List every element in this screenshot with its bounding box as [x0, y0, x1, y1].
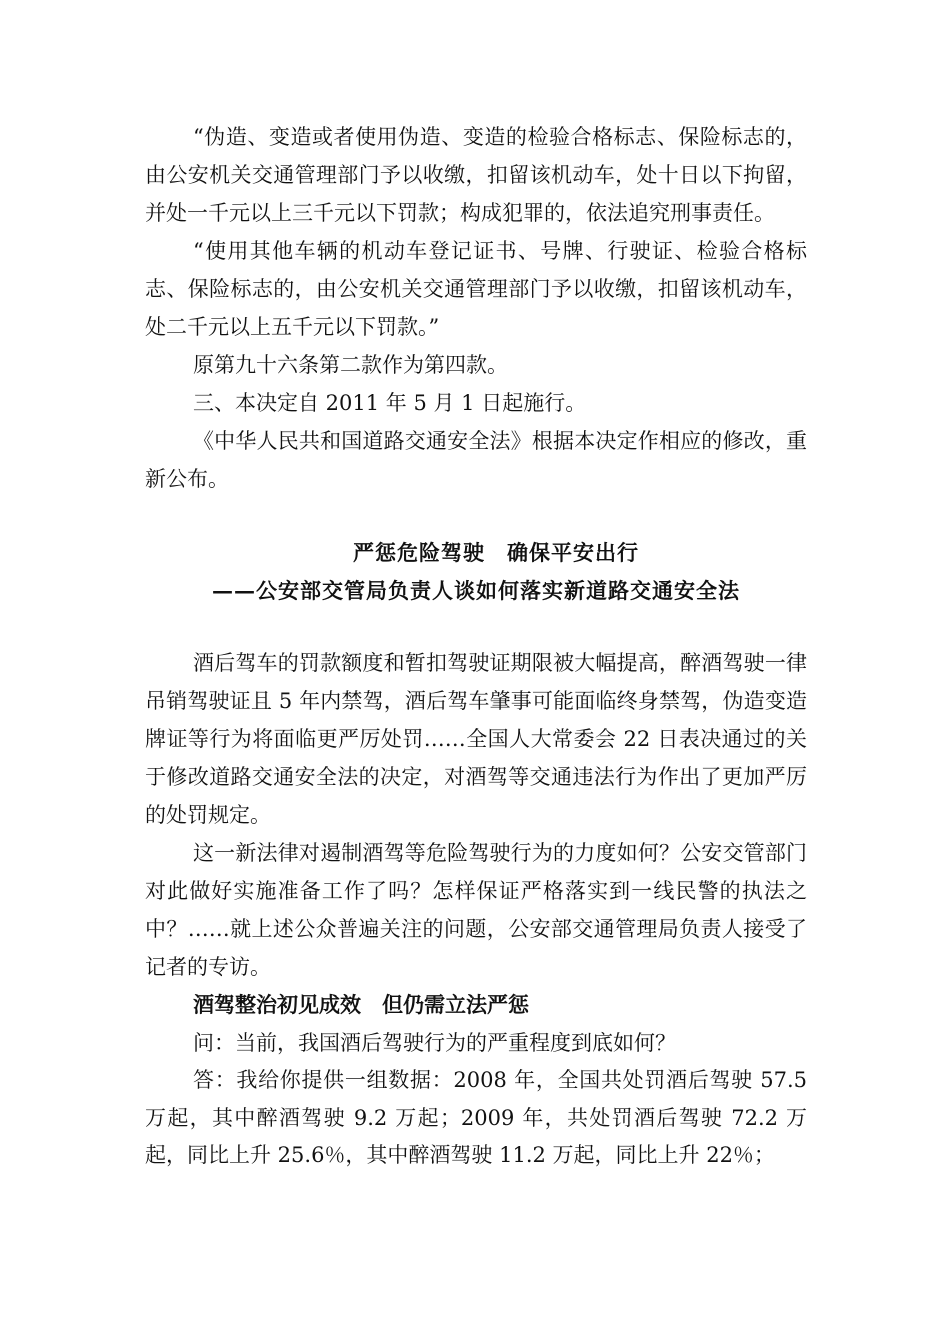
article-title: 严惩危险驾驶 确保平安出行	[353, 540, 639, 565]
interview-question: 问：当前，我国酒后驾驶行为的严重程度到底如何？	[193, 1031, 676, 1055]
section-gap	[145, 610, 807, 644]
paragraph-article-intro: 这一新法律对遏制酒驾等危险驾驶行为的力度如何？公安交管部门对此做好实施准备工作了吗？怎样保证严格落实到一线民警的执法之中？……就上述公众普遍关注的问题，公安部交通管理局负责人接受了记者的专访。	[145, 841, 807, 979]
paragraph-other-vehicle-clause: “使用其他车辆的机动车登记证书、号牌、行驶证、检验合格标志、保险标志的，由公安机关交通管理部门予以收缴，扣留该机动车，处二千元以上五千元以下罚款。”	[145, 239, 807, 339]
article-subtitle: ——公安部交管局负责人谈如何落实新道路交通安全法	[212, 578, 740, 603]
paragraph-republication: 《中华人民共和国道路交通安全法》根据本决定作相应的修改，重新公布。	[145, 429, 807, 491]
paragraph-article-lead: 酒后驾车的罚款额度和暂扣驾驶证期限被大幅提高，醉酒驾驶一律吊销驾驶证且 5 年内禁驾，酒后驾车肇事可能面临终身禁驾，伪造变造牌证等行为将面临更严厉处罚……全国人大常委会 22 日表决通过的关于修改道路交通安全法的决定，对酒驾等交通违法行为作出了更加严厉的处罚规定。	[145, 651, 807, 827]
paragraph-renumbering: 原第九十六条第二款作为第四款。	[193, 353, 508, 377]
section-gap	[145, 498, 807, 534]
document-body	[145, 118, 807, 1175]
section-heading: 酒驾整治初见成效 但仍需立法严惩	[193, 992, 529, 1017]
interview-answer: 答：我给你提供一组数据：2008 年，全国共处罚酒后驾驶 57.5 万起，其中醉酒驾驶 9.2 万起；2009 年，共处罚酒后驾驶 72.2 万起，同比上升 25.6％，其中醉酒驾驶 11.2 万起，同比上升 22％；	[145, 1068, 807, 1167]
paragraph-forgery-clause: “伪造、变造或者使用伪造、变造的检验合格标志、保险标志的，由公安机关交通管理部门予以收缴，扣留该机动车，处十日以下拘留，并处一千元以上三千元以下罚款；构成犯罪的，依法追究刑事责任。	[145, 125, 807, 225]
paragraph-effective-date: 三、本决定自 2011 年 5 月 1 日起施行。	[193, 391, 587, 415]
